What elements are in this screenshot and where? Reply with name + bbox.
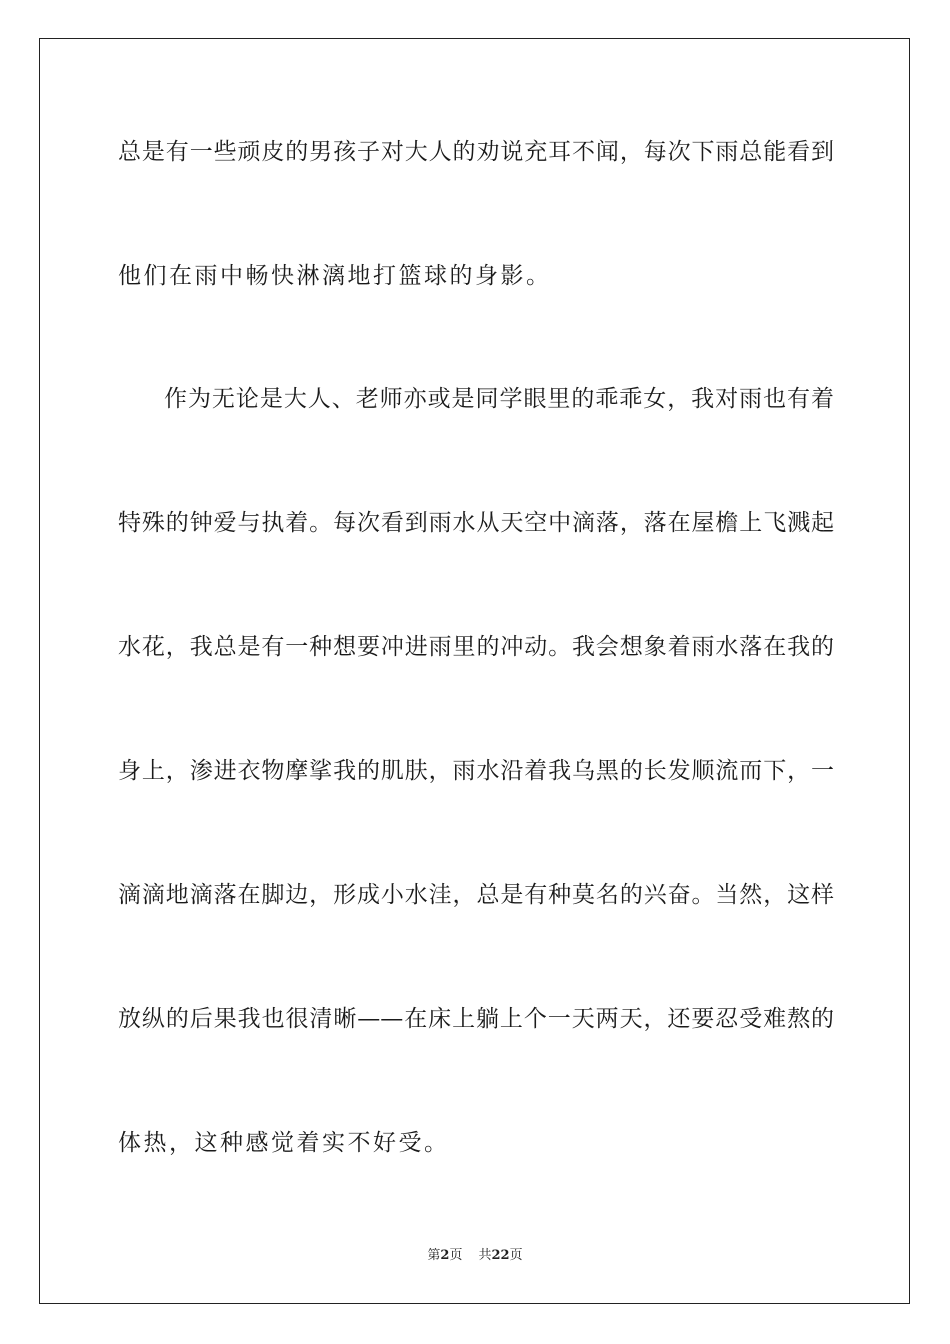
text-line: 特殊的钟爱与执着。每次看到雨水从天空中滴落，落在屋檐上飞溅起 — [118, 510, 834, 536]
text-line: 总是有一些顽皮的男孩子对大人的劝说充耳不闻，每次下雨总能看到 — [118, 139, 834, 165]
page-number: 2 — [440, 1248, 450, 1263]
page-footer — [0, 1247, 950, 1265]
text-line: 水花，我总是有一种想要冲进雨里的冲动。我会想象着雨水落在我的 — [118, 634, 834, 660]
text-line: 体热，这种感觉着实不好受。 — [118, 1130, 450, 1156]
text-line: 身上，渗进衣物摩挲我的肌肤，雨水沿着我乌黑的长发顺流而下，一 — [118, 758, 834, 784]
total-pages: 22 — [491, 1248, 510, 1263]
total-prefix: 共 — [478, 1248, 492, 1263]
text-line: 他们在雨中畅快淋漓地打篮球的身影。 — [118, 263, 552, 289]
paragraph-first-line: 作为无论是大人、老师亦或是同学眼里的乖乖女，我对雨也有着 — [164, 386, 834, 412]
page-suffix: 页 — [449, 1248, 463, 1263]
text-line: 放纵的后果我也很清晰——在床上躺上个一天两天，还要忍受难熬的 — [118, 1006, 834, 1032]
page-prefix: 第 — [427, 1248, 441, 1263]
page-border — [39, 38, 910, 1304]
text-line: 滴滴地滴落在脚边，形成小水洼，总是有种莫名的兴奋。当然，这样 — [118, 882, 834, 908]
total-suffix: 页 — [509, 1248, 523, 1263]
